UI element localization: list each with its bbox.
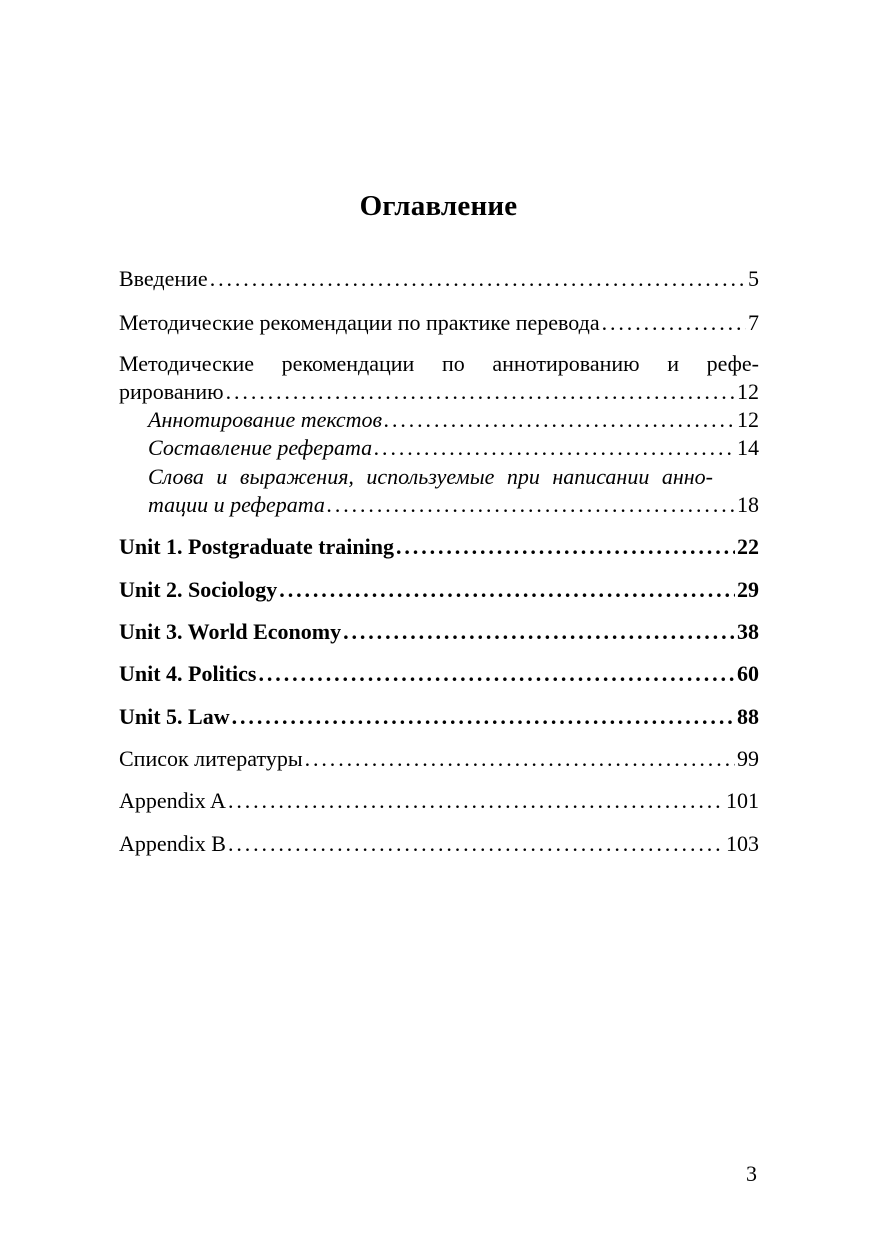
leader-dots (396, 533, 735, 561)
toc-entry-page: 14 (737, 435, 759, 460)
toc-entry-annotation[interactable] (119, 350, 759, 406)
leader-dots (327, 491, 735, 519)
toc-entry-label: Unit 5. Law (119, 704, 230, 729)
toc-entry-label-line2: тации и реферата (148, 492, 325, 517)
toc-entry-page: 22 (737, 534, 759, 559)
toc-entry-unit2[interactable] (119, 576, 759, 604)
toc-entry-label: Аннотирование текстов (148, 407, 383, 432)
toc-entry-page: 101 (726, 788, 759, 813)
toc-entry-translation[interactable] (119, 309, 759, 337)
toc-entry-page: 99 (737, 746, 759, 771)
leader-dots (305, 745, 735, 773)
toc-entry-page: 60 (737, 661, 759, 686)
leader-dots (210, 265, 746, 293)
page-number: 3 (746, 1161, 757, 1186)
toc-entry-page: 12 (737, 407, 759, 432)
toc-entry-page: 18 (737, 492, 759, 517)
toc-entry-references[interactable] (119, 745, 759, 773)
toc-entry-label: Unit 3. World Economy (119, 619, 342, 644)
toc-entry-label: Список литературы (119, 746, 303, 771)
leader-dots (228, 787, 724, 815)
toc-entry-unit1[interactable] (119, 533, 759, 561)
toc-entry-label: Введение (119, 266, 208, 291)
toc-entry-label: Составление реферата (148, 435, 373, 460)
toc-entry-label: Unit 1. Postgraduate training (119, 534, 394, 559)
toc-entry-page: 38 (737, 619, 759, 644)
page-title: Оглавление (359, 190, 518, 222)
toc-entry-label: Appendix A (119, 788, 226, 813)
leader-dots (384, 406, 735, 434)
toc-entry-label-line2: рированию (119, 379, 224, 404)
toc-subentry-annotation-texts[interactable] (148, 406, 759, 434)
leader-dots (343, 618, 735, 646)
toc-entry-page: 29 (737, 577, 759, 602)
toc-subentry-phrases[interactable] (148, 463, 759, 519)
leader-dots (228, 830, 724, 858)
leader-dots (259, 660, 736, 688)
toc-entry-unit3[interactable] (119, 618, 759, 646)
toc-entry-page: 7 (748, 310, 759, 335)
toc-entry-appendix-a[interactable] (119, 787, 759, 815)
leader-dots (232, 703, 735, 731)
toc-entry-page: 88 (737, 704, 759, 729)
leader-dots (279, 576, 735, 604)
leader-dots (602, 309, 746, 337)
toc-entry-label-line1: Слова и выражения, используемые при написании анно- (148, 464, 713, 489)
toc-entry-label: Unit 2. Sociology (119, 577, 278, 602)
toc-entry-page: 12 (737, 379, 759, 404)
toc-entry-label-line1: Методические рекомендации по аннотированию и рефе- (119, 351, 759, 376)
toc-entry-label: Appendix B (119, 831, 226, 856)
toc-entry-page: 103 (726, 831, 759, 856)
toc-entry-appendix-b[interactable] (119, 830, 759, 858)
toc-entry-unit4[interactable] (119, 660, 759, 688)
toc-entry-intro[interactable] (119, 265, 759, 293)
toc-entry-label: Unit 4. Politics (119, 661, 257, 686)
toc-entry-label: Методические рекомендации по практике перевода (119, 310, 600, 335)
toc-subentry-abstract[interactable] (148, 434, 759, 462)
leader-dots (374, 434, 735, 462)
toc-entry-unit5[interactable] (119, 703, 759, 731)
toc-entry-page: 5 (748, 266, 759, 291)
leader-dots (226, 378, 735, 406)
